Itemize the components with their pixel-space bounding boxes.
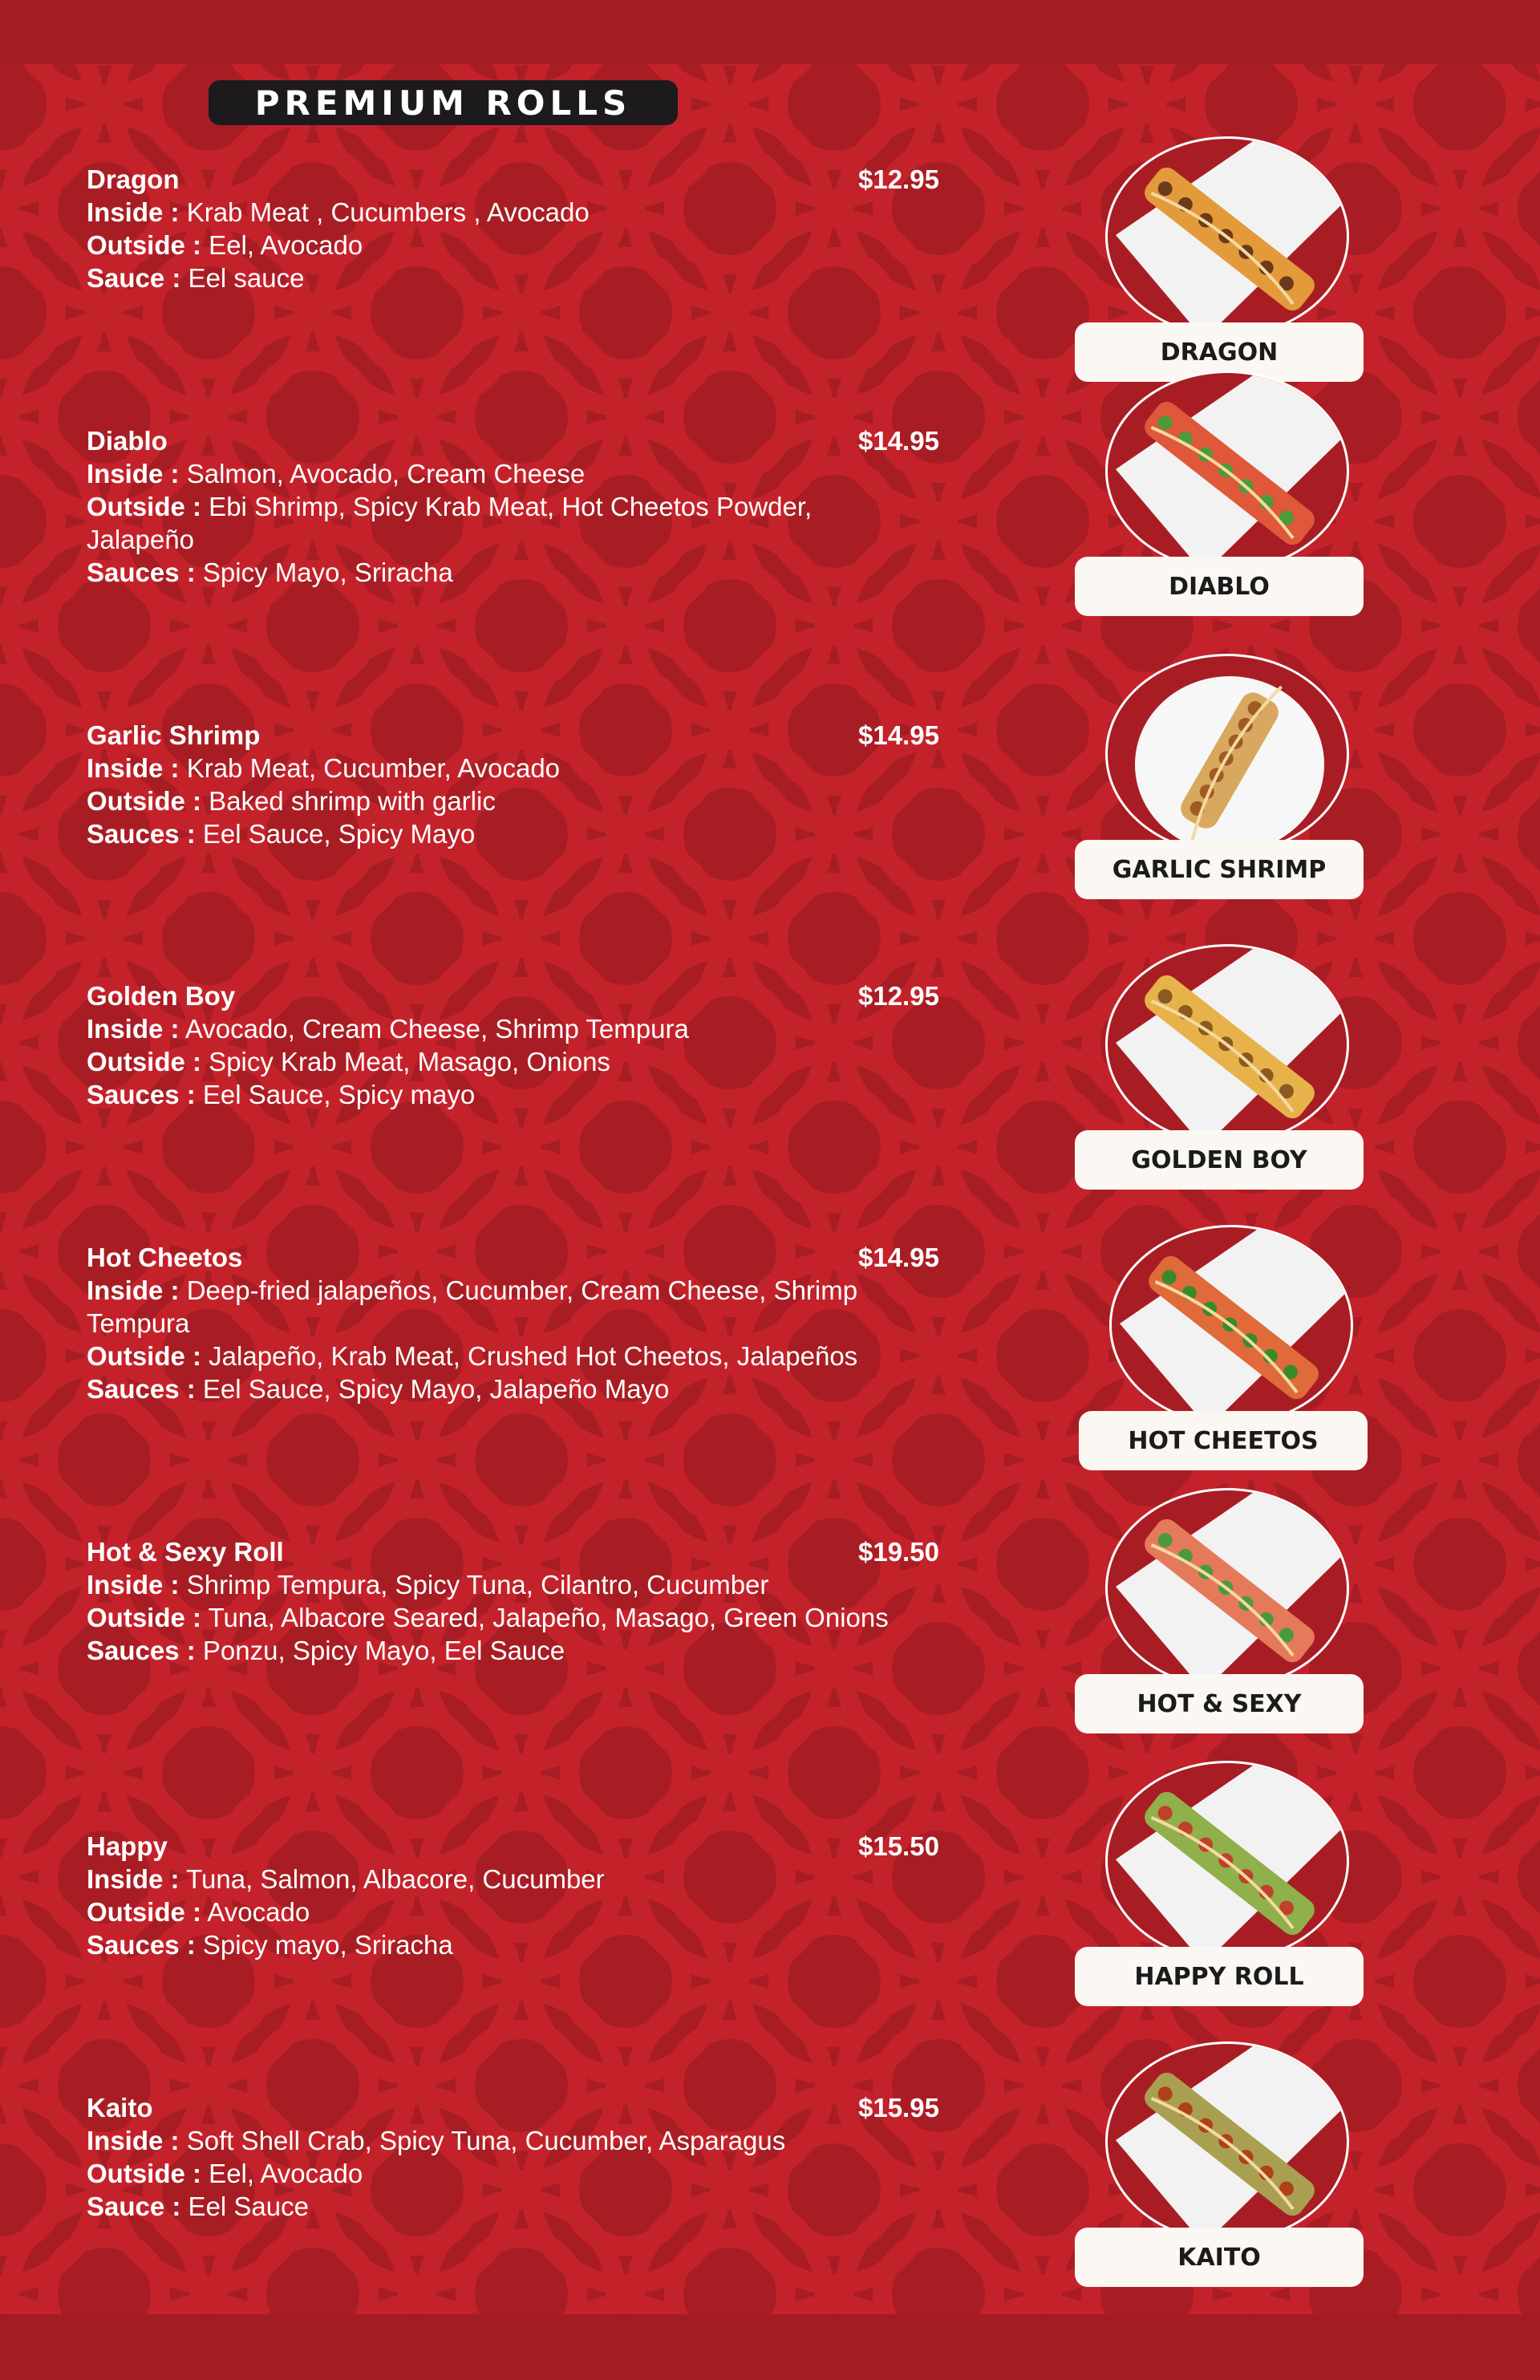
ingredient-text: Eel, Avocado [201, 2159, 363, 2188]
ingredient-label: Inside : [87, 1275, 180, 1305]
roll-photo [1075, 136, 1380, 377]
ingredient-text: Salmon, Avocado, Cream Cheese [179, 459, 586, 489]
item-price: $15.95 [858, 2093, 939, 2123]
ingredient-label: Outside : [87, 492, 202, 521]
ingredient-line [87, 1895, 889, 1928]
ingredient-line [87, 229, 889, 262]
photo-circle [1109, 1225, 1353, 1425]
ingredient-text: Eel sauce [180, 263, 305, 293]
menu-item [87, 164, 945, 294]
photo-label: GOLDEN BOY [1075, 1130, 1364, 1190]
ingredient-label: Inside : [87, 1014, 180, 1044]
ingredient-text: Baked shrimp with garlic [201, 786, 496, 816]
ingredient-line [87, 785, 889, 817]
item-name: Diablo [87, 426, 168, 456]
ingredient-label: Inside : [87, 1864, 180, 1894]
section-title: PREMIUM ROLLS [209, 80, 678, 125]
ingredient-label: Sauces : [87, 1636, 196, 1665]
roll-photo [1075, 1761, 1380, 2001]
roll-photo [1075, 1488, 1380, 1729]
item-name: Hot & Sexy Roll [87, 1537, 284, 1567]
ingredient-line [87, 457, 889, 490]
ingredient-line [87, 490, 889, 556]
item-name: Hot Cheetos [87, 1243, 243, 1272]
ingredient-text: Ebi Shrimp, Spicy Krab Meat, Hot Cheetos Powder, Jalapeño [87, 492, 813, 554]
menu-item [87, 2092, 945, 2223]
menu-item [87, 720, 945, 850]
item-price: $14.95 [858, 1243, 939, 1272]
item-name: Happy [87, 1831, 168, 1861]
roll-photo [1075, 944, 1380, 1185]
ingredient-label: Outside : [87, 1897, 202, 1927]
menu-item [87, 1831, 945, 1961]
ingredient-text: Spicy mayo, Sriracha [195, 1930, 453, 1960]
roll-photo [1075, 654, 1380, 894]
ingredient-text: Avocado [201, 1897, 310, 1927]
photo-label: HAPPY ROLL [1075, 1947, 1364, 2006]
item-name: Dragon [87, 164, 180, 194]
ingredient-label: Inside : [87, 1570, 180, 1600]
ingredient-label: Sauces : [87, 1374, 196, 1404]
ingredient-line [87, 196, 889, 229]
ingredient-line [87, 262, 889, 294]
ingredient-text: Eel Sauce, Spicy Mayo, Jalapeño Mayo [195, 1374, 670, 1404]
ingredient-text: Shrimp Tempura, Spicy Tuna, Cilantro, Cucumber [179, 1570, 769, 1600]
ingredient-label: Sauces : [87, 1080, 196, 1109]
item-price: $14.95 [858, 426, 939, 456]
ingredient-line [87, 1928, 889, 1961]
ingredient-line [87, 1601, 889, 1634]
ingredient-text: Spicy Mayo, Sriracha [195, 557, 453, 587]
ingredient-line [87, 817, 889, 850]
photo-circle [1105, 944, 1349, 1145]
ingredient-line [87, 1863, 889, 1895]
ingredient-label: Outside : [87, 230, 202, 260]
ingredient-label: Inside : [87, 2126, 180, 2155]
ingredient-text: Eel Sauce, Spicy Mayo [195, 819, 476, 849]
ingredient-line [87, 1634, 889, 1667]
ingredient-label: Sauces : [87, 1930, 196, 1960]
roll-photo [1075, 2041, 1380, 2282]
ingredient-label: Outside : [87, 1603, 202, 1632]
ingredient-label: Sauce : [87, 2191, 181, 2221]
photo-circle [1105, 1761, 1349, 1961]
ingredient-label: Outside : [87, 2159, 202, 2188]
ingredient-text: Tuna, Albacore Seared, Jalapeño, Masago, Green Onions [201, 1603, 889, 1632]
item-price: $14.95 [858, 720, 939, 750]
photo-label: DIABLO [1075, 557, 1364, 616]
menu-item [87, 425, 945, 589]
ingredient-label: Inside : [87, 197, 180, 227]
ingredient-line [87, 1012, 889, 1045]
photo-label: GARLIC SHRIMP [1075, 840, 1364, 899]
ingredient-line [87, 1340, 889, 1372]
item-name: Garlic Shrimp [87, 720, 261, 750]
ingredient-label: Inside : [87, 459, 180, 489]
ingredient-text: Krab Meat, Cucumber, Avocado [179, 753, 561, 783]
photo-circle [1105, 2041, 1349, 2242]
ingredient-text: Deep-fried jalapeños, Cucumber, Cream Cheese, Shrimp Tempura [87, 1275, 858, 1338]
ingredient-line [87, 2190, 889, 2223]
photo-circle [1105, 654, 1349, 854]
ingredient-text: Krab Meat , Cucumbers , Avocado [179, 197, 590, 227]
item-price: $19.50 [858, 1537, 939, 1567]
menu-item [87, 980, 945, 1111]
ingredient-text: Avocado, Cream Cheese, Shrimp Tempura [179, 1014, 689, 1044]
ingredient-line [87, 1568, 889, 1601]
ingredient-text: Jalapeño, Krab Meat, Crushed Hot Cheetos, Jalapeños [201, 1341, 858, 1371]
ingredient-text: Soft Shell Crab, Spicy Tuna, Cucumber, Asparagus [179, 2126, 786, 2155]
ingredient-text: Eel Sauce, Spicy mayo [195, 1080, 476, 1109]
top-band [0, 0, 1540, 64]
ingredient-text: Tuna, Salmon, Albacore, Cucumber [179, 1864, 605, 1894]
photo-label: DRAGON [1075, 322, 1364, 382]
ingredient-line [87, 1372, 889, 1405]
ingredient-line [87, 556, 889, 589]
menu-item [87, 1536, 945, 1667]
ingredient-line [87, 2157, 889, 2190]
ingredient-line [87, 2124, 889, 2157]
ingredient-label: Sauces : [87, 819, 196, 849]
ingredient-text: Eel Sauce [180, 2191, 309, 2221]
ingredient-label: Outside : [87, 1341, 202, 1371]
photo-circle [1105, 136, 1349, 337]
ingredient-label: Outside : [87, 786, 202, 816]
item-name: Golden Boy [87, 981, 236, 1011]
roll-photo [1079, 1225, 1384, 1466]
photo-circle [1105, 1488, 1349, 1689]
roll-photo [1075, 371, 1380, 611]
ingredient-line [87, 1078, 889, 1111]
item-price: $12.95 [858, 981, 939, 1011]
photo-label: HOT & SEXY [1075, 1674, 1364, 1733]
ingredient-label: Inside : [87, 753, 180, 783]
ingredient-text: Ponzu, Spicy Mayo, Eel Sauce [195, 1636, 565, 1665]
bottom-band [0, 2314, 1540, 2380]
ingredient-label: Sauce : [87, 263, 181, 293]
photo-circle [1105, 371, 1349, 571]
ingredient-line [87, 1045, 889, 1078]
ingredient-text: Eel, Avocado [201, 230, 363, 260]
ingredient-line [87, 752, 889, 785]
ingredient-line [87, 1274, 889, 1340]
photo-label: HOT CHEETOS [1079, 1411, 1368, 1470]
photo-label: KAITO [1075, 2228, 1364, 2287]
item-price: $12.95 [858, 164, 939, 194]
item-name: Kaito [87, 2093, 153, 2123]
ingredient-text: Spicy Krab Meat, Masago, Onions [201, 1047, 610, 1076]
ingredient-label: Outside : [87, 1047, 202, 1076]
item-price: $15.50 [858, 1831, 939, 1861]
ingredient-label: Sauces : [87, 557, 196, 587]
menu-item [87, 1242, 945, 1405]
